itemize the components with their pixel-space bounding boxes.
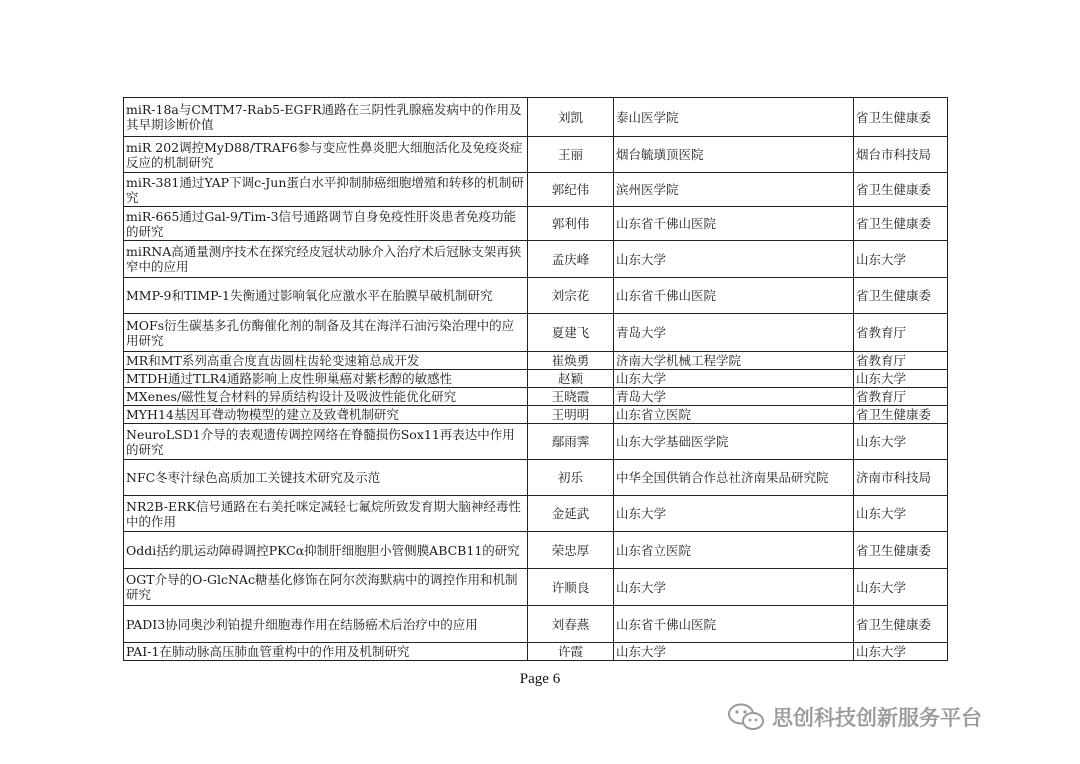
leader-cell: 刘春燕 xyxy=(528,606,614,643)
table-row xyxy=(124,424,948,460)
table-body xyxy=(124,98,948,661)
project-name-cell: PAI-1在肺动脉高压肺血管重构中的作用及机制研究 xyxy=(124,643,528,661)
institution-cell: 山东省立医院 xyxy=(614,532,854,569)
project-name-cell: OGT介导的O-GlcNAc糖基化修饰在阿尔茨海默病中的调控作用和机制研究 xyxy=(124,569,528,606)
leader-cell: 孟庆峰 xyxy=(528,241,614,278)
table-row xyxy=(124,496,948,532)
table-row xyxy=(124,643,948,661)
project-name-cell: miR-18a与CMTM7-Rab5-EGFR通路在三阴性乳腺癌发病中的作用及其早期诊断价值 xyxy=(124,98,528,137)
institution-cell: 山东大学 xyxy=(614,643,854,661)
department-cell: 山东大学 xyxy=(854,370,948,388)
table-row xyxy=(124,173,948,207)
institution-cell: 山东省千佛山医院 xyxy=(614,207,854,241)
institution-cell: 山东大学基础医学院 xyxy=(614,424,854,460)
project-name-cell: NFC冬枣汁绿色高质加工关键技术研究及示范 xyxy=(124,460,528,496)
department-cell: 山东大学 xyxy=(854,643,948,661)
leader-cell: 郭利伟 xyxy=(528,207,614,241)
watermark xyxy=(726,700,982,734)
project-name-cell: MOFs衍生碳基多孔仿酶催化剂的制备及其在海洋石油污染治理中的应用研究 xyxy=(124,314,528,352)
leader-cell: 鄢雨霁 xyxy=(528,424,614,460)
leader-cell: 夏建飞 xyxy=(528,314,614,352)
institution-cell: 山东大学 xyxy=(614,241,854,278)
project-name-cell: miR-665通过Gal-9/Tim-3信号通路调节自身免疫性肝炎患者免疫功能的研究 xyxy=(124,207,528,241)
department-cell: 烟台市科技局 xyxy=(854,137,948,173)
department-cell: 省卫生健康委 xyxy=(854,98,948,137)
department-cell: 省卫生健康委 xyxy=(854,406,948,424)
institution-cell: 山东省立医院 xyxy=(614,406,854,424)
department-cell: 山东大学 xyxy=(854,496,948,532)
project-name-cell: MXenes/磁性复合材料的异质结构设计及吸波性能优化研究 xyxy=(124,388,528,406)
institution-cell: 烟台毓璜顶医院 xyxy=(614,137,854,173)
table-row xyxy=(124,98,948,137)
department-cell: 省卫生健康委 xyxy=(854,606,948,643)
watermark-text: 思创科技创新服务平台 xyxy=(772,706,982,730)
table-row xyxy=(124,278,948,314)
leader-cell: 许顺良 xyxy=(528,569,614,606)
table-row xyxy=(124,137,948,173)
leader-cell: 王明明 xyxy=(528,406,614,424)
table-row xyxy=(124,532,948,569)
project-name-cell: NeuroLSD1介导的表观遗传调控网络在脊髓损伤Sox11再表达中作用的研究 xyxy=(124,424,528,460)
leader-cell: 崔焕勇 xyxy=(528,352,614,370)
department-cell: 省卫生健康委 xyxy=(854,532,948,569)
institution-cell: 青岛大学 xyxy=(614,314,854,352)
table-row xyxy=(124,606,948,643)
page-number: Page 6 xyxy=(519,671,561,687)
project-table xyxy=(123,97,948,661)
project-name-cell: Oddi括约肌运动障碍调控PKCα抑制肝细胞胆小管侧膜ABCB11的研究 xyxy=(124,532,528,569)
department-cell: 省卫生健康委 xyxy=(854,207,948,241)
department-cell: 济南市科技局 xyxy=(854,460,948,496)
institution-cell: 中华全国供销合作总社济南果品研究院 xyxy=(614,460,854,496)
department-cell: 省卫生健康委 xyxy=(854,278,948,314)
project-name-cell: MYH14基因耳聋动物模型的建立及致聋机制研究 xyxy=(124,406,528,424)
institution-cell: 山东大学 xyxy=(614,370,854,388)
institution-cell: 山东省千佛山医院 xyxy=(614,278,854,314)
table-row xyxy=(124,241,948,278)
institution-cell: 济南大学机械工程学院 xyxy=(614,352,854,370)
project-name-cell: miR 202调控MyD88/TRAF6参与变应性鼻炎肥大细胞活化及免疫炎症反应的机制研究 xyxy=(124,137,528,173)
department-cell: 省教育厅 xyxy=(854,314,948,352)
department-cell: 山东大学 xyxy=(854,424,948,460)
institution-cell: 山东大学 xyxy=(614,569,854,606)
department-cell: 省卫生健康委 xyxy=(854,173,948,207)
leader-cell: 金延武 xyxy=(528,496,614,532)
leader-cell: 许霞 xyxy=(528,643,614,661)
leader-cell: 初乐 xyxy=(528,460,614,496)
institution-cell: 青岛大学 xyxy=(614,388,854,406)
institution-cell: 滨州医学院 xyxy=(614,173,854,207)
table-row xyxy=(124,207,948,241)
leader-cell: 王晓霞 xyxy=(528,388,614,406)
department-cell: 山东大学 xyxy=(854,241,948,278)
institution-cell: 山东大学 xyxy=(614,496,854,532)
institution-cell: 泰山医学院 xyxy=(614,98,854,137)
project-name-cell: NR2B-ERK信号通路在右美托咪定减轻七氟烷所致发育期大脑神经毒性中的作用 xyxy=(124,496,528,532)
table-row xyxy=(124,352,948,370)
leader-cell: 刘凯 xyxy=(528,98,614,137)
table-row xyxy=(124,388,948,406)
wechat-icon xyxy=(726,702,766,732)
project-name-cell: MMP-9和TIMP-1失衡通过影响氧化应激水平在胎膜早破机制研究 xyxy=(124,278,528,314)
institution-cell: 山东省千佛山医院 xyxy=(614,606,854,643)
department-cell: 山东大学 xyxy=(854,569,948,606)
leader-cell: 赵颖 xyxy=(528,370,614,388)
leader-cell: 荣忠厚 xyxy=(528,532,614,569)
project-name-cell: PADI3协同奥沙利铂提升细胞毒作用在结肠癌术后治疗中的应用 xyxy=(124,606,528,643)
department-cell: 省教育厅 xyxy=(854,352,948,370)
project-name-cell: MR和MT系列高重合度直齿圆柱齿轮变速箱总成开发 xyxy=(124,352,528,370)
table-row xyxy=(124,460,948,496)
table-row xyxy=(124,370,948,388)
leader-cell: 郭纪伟 xyxy=(528,173,614,207)
leader-cell: 王丽 xyxy=(528,137,614,173)
project-name-cell: miRNA高通量测序技术在探究经皮冠状动脉介入治疗术后冠脉支架再狭窄中的应用 xyxy=(124,241,528,278)
project-name-cell: miR-381通过YAP下调c-Jun蛋白水平抑制肺癌细胞增殖和转移的机制研究 xyxy=(124,173,528,207)
project-name-cell: MTDH通过TLR4通路影响上皮性卵巢癌对紫杉醇的敏感性 xyxy=(124,370,528,388)
table-row xyxy=(124,569,948,606)
department-cell: 省教育厅 xyxy=(854,388,948,406)
table-row xyxy=(124,406,948,424)
leader-cell: 刘宗花 xyxy=(528,278,614,314)
table-row xyxy=(124,314,948,352)
